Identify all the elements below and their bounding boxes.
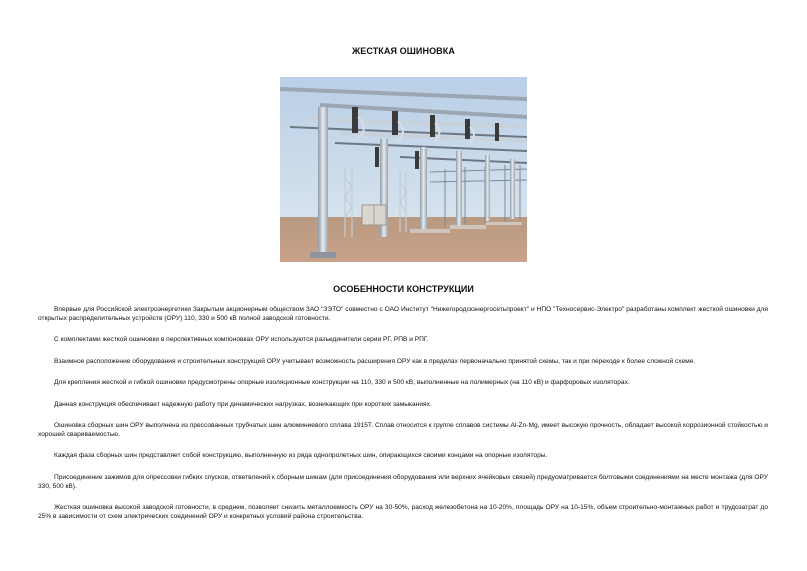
substation-photo: [280, 77, 527, 262]
substation-photo-illustration: [280, 77, 527, 262]
paragraph: С комплектами жесткой ошиновки в перспективных компоновках ОРУ используются разъединители серии РГ, РПВ и РПГ.: [54, 336, 429, 344]
paragraph: Впервые для Российской электроэнергетики Закрытым акционерным обществом ЗАО "ЗЭТО" совместно с ОАО Институт "Нижегородскэнергосетьпроект" и НПО "Техносервис-Электро" разработаны комплект жесткой ошиновки для открытых распределительных устройств (ОРУ) 110, 330 и 500 кВ полной заводской готовности.: [38, 306, 768, 322]
body-text: [38, 305, 768, 534]
paragraph: Ошиновка сборных шин ОРУ выполнена из прессованных трубчатых шин алюминиевого сплава 1915Т. Сплав относится к группе сплавов системы Al-Zn-Mg, имеет высокую прочность, обладает высокой коррозионной стойкостью и хорошей свариваемостью.: [38, 421, 768, 438]
page-title: ЖЕСТКАЯ ОШИНОВКА: [352, 46, 455, 56]
paragraph: Для крепления жесткой и гибкой ошиновки предусмотрены опорные изоляционные конструкции на 110, 330 и 500 кВ, выполненные на полимерных (на 110 кВ) и фарфоровых изоляторах.: [54, 379, 630, 387]
paragraph: Присоединение зажимов для опрессовки гибких спусков, ответвлений к сборным шинам (для присоединения оборудования или верхних ячейковых связей) предусматривается болтовыми соединениями на месте монтажа (для ОРУ 330, 500 кВ).: [38, 473, 768, 490]
paragraph: Взаимное расположение оборудования и строительных конструкций ОРУ учитывает возможность расширения ОРУ как в пределах первоначально принятой схемы, так и при переходе к более сложной схеме.: [54, 357, 696, 365]
section-title: ОСОБЕННОСТИ КОНСТРУКЦИИ: [333, 284, 474, 294]
paragraph: Данная конструкция обеспечивает надежную работу при динамических нагрузках, возникающих при коротких замыканиях.: [54, 400, 432, 408]
paragraph: Жесткая ошиновка высокой заводской готовности, в среднем, позволяет снизить металлоемкость ОРУ на 30-50%, расход железобетона на 10-20%, площадь ОРУ на 10-15%, объем строительно-монтажных работ и трудозатрат до 25% в зависимости от схем электрических соединений ОРУ и конкретных условий района строительства.: [38, 504, 768, 521]
paragraph: Каждая фаза сборных шин представляет собой конструкцию, выполненную из ряда однопролетных шин, опирающихся своими концами на опорные изоляторы.: [54, 452, 548, 460]
